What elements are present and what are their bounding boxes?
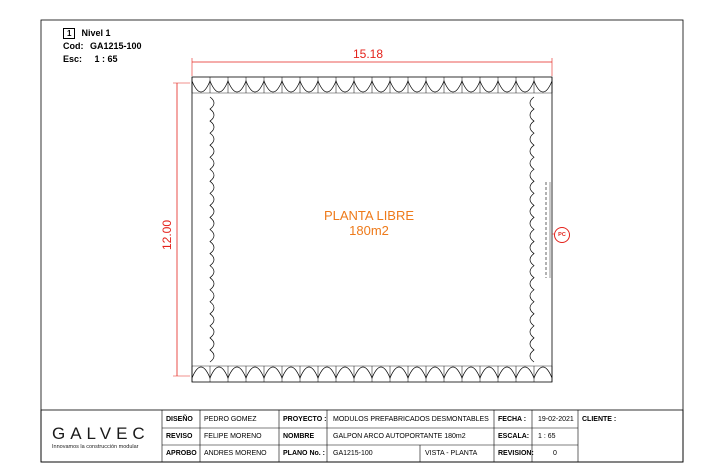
tb-value-escala: 1 : 65 bbox=[538, 433, 556, 440]
left-wall-corrugation bbox=[210, 97, 214, 362]
right-wall-corrugation bbox=[530, 97, 534, 362]
code-label: Cod: bbox=[63, 41, 84, 51]
scale-line bbox=[63, 54, 118, 65]
tb-label-aprobo: APROBO bbox=[166, 450, 197, 457]
tb-value-revision: 0 bbox=[553, 450, 557, 457]
company-tagline: Innovamos la construcción modular bbox=[52, 444, 139, 450]
tb-label-nombre: NOMBRE bbox=[283, 433, 315, 440]
tb-label-cliente: CLIENTE : bbox=[582, 416, 617, 423]
code-value: GA1215-100 bbox=[90, 41, 142, 51]
tb-value-proyecto: MODULOS PREFABRICADOS DESMONTABLES bbox=[333, 416, 489, 423]
level-title bbox=[63, 28, 110, 39]
height-dimension-label: 12.00 bbox=[160, 219, 175, 251]
door-marker-pc: PC bbox=[554, 227, 570, 243]
tb-value-vista: VISTA - PLANTA bbox=[425, 450, 478, 457]
company-logo: GALVEC bbox=[52, 424, 150, 443]
plan-area: 180m2 bbox=[349, 223, 389, 238]
tb-label-escala: ESCALA: bbox=[498, 433, 530, 440]
tb-label-reviso: REVISO bbox=[166, 433, 193, 440]
tb-label-fecha: FECHA : bbox=[498, 416, 527, 423]
width-dimension-label: 15.18 bbox=[353, 47, 384, 61]
tb-value-nombre: GALPON ARCO AUTOPORTANTE 180m2 bbox=[333, 433, 466, 440]
scale-label: Esc: bbox=[63, 54, 83, 64]
tb-label-proyecto: PROYECTO : bbox=[283, 416, 327, 423]
level-number: 1 bbox=[63, 28, 75, 39]
level-name: Nivel 1 bbox=[81, 28, 111, 38]
tb-value-plano: GA1215-100 bbox=[333, 450, 373, 457]
plan-title: PLANTA LIBRE bbox=[323, 208, 415, 223]
tb-label-diseno: DISEÑO bbox=[166, 416, 193, 423]
tb-value-reviso: FELIPE MORENO bbox=[204, 433, 262, 440]
code-line bbox=[63, 41, 142, 52]
tb-label-revision: REVISION: bbox=[498, 450, 534, 457]
sheet-border bbox=[41, 20, 683, 462]
scale-value: 1 : 65 bbox=[94, 54, 118, 64]
tb-value-diseno: PEDRO GOMEZ bbox=[204, 416, 257, 423]
tb-value-fecha: 19-02-2021 bbox=[538, 416, 574, 423]
tb-label-plano: PLANO No. : bbox=[283, 450, 325, 457]
tb-value-aprobo: ANDRES MORENO bbox=[204, 450, 267, 457]
